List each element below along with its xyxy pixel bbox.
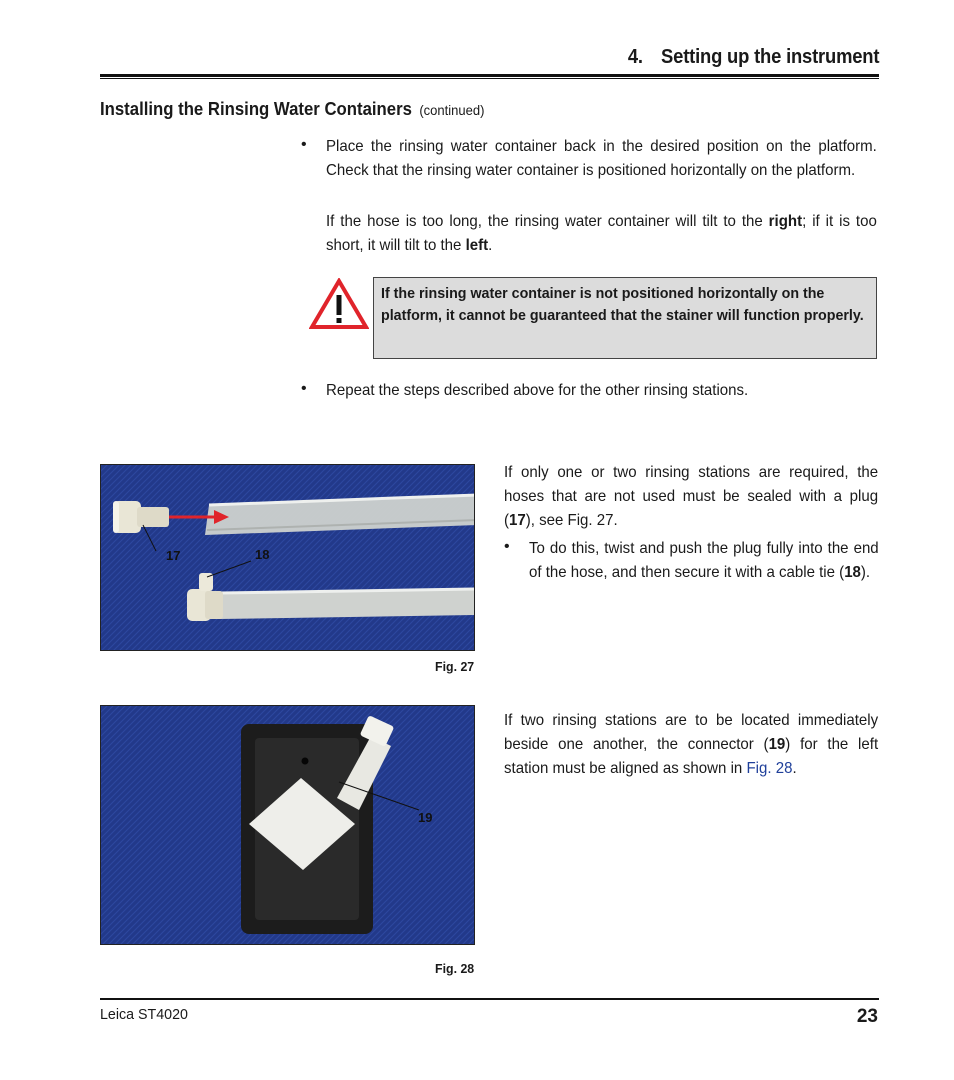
warning-text: If the rinsing water container is not positioned horizontally on the platform, it cannot be guaranteed that the stainer will function properly. bbox=[381, 285, 864, 324]
callout-19: 19 bbox=[418, 810, 433, 825]
fig28-text-part1: If two rinsing stations are to be located immediately beside one another, the connector ( bbox=[504, 712, 879, 753]
fig27-ref-17: 17 bbox=[509, 512, 526, 529]
tilt-note-end: . bbox=[488, 237, 493, 254]
tilt-note-right: right bbox=[768, 213, 803, 230]
fig28-text-part2: ) for the left station must be aligned as shown in bbox=[504, 736, 879, 777]
step-1-text: Place the rinsing water container back in the desired position on the platform. Check that the rinsing water container is positioned horizontally on the platform. bbox=[326, 138, 877, 179]
callout-18: 18 bbox=[255, 547, 270, 562]
callout-17: 17 bbox=[166, 548, 181, 563]
figure-27-step bbox=[529, 537, 879, 585]
figure-28-text bbox=[504, 709, 878, 781]
fig28-ref-19: 19 bbox=[768, 736, 786, 753]
chapter-title: 4. Setting up the instrument bbox=[627, 46, 879, 68]
figure-27-text bbox=[504, 461, 878, 533]
bullet-marker: • bbox=[301, 380, 307, 397]
bullet-marker: • bbox=[504, 538, 510, 555]
section-title bbox=[100, 99, 484, 120]
tilt-note bbox=[326, 210, 877, 258]
fig27-step-part1: To do this, twist and push the plug fully into the end of the hose, and then secure it with a cable tie ( bbox=[529, 540, 879, 581]
fig28-text-end: . bbox=[792, 760, 797, 777]
tilt-note-part1: If the hose is too long, the rinsing water container will tilt to the bbox=[326, 213, 769, 230]
fig27-step-part2: ). bbox=[860, 564, 871, 581]
figure-27-caption: Fig. 27 bbox=[434, 659, 474, 674]
page-number: 23 bbox=[856, 1006, 878, 1027]
hose-plug-illustration bbox=[101, 465, 475, 651]
section-title-text: Installing the Rinsing Water Containers bbox=[100, 99, 412, 119]
fig27-text-part1: If only one or two rinsing stations are required, the hoses that are not used must be sealed with a plug ( bbox=[504, 464, 879, 529]
step-2-text: Repeat the steps described above for the other rinsing stations. bbox=[326, 382, 749, 399]
figure-27-photo bbox=[100, 464, 475, 651]
header-rule-thin bbox=[100, 78, 879, 79]
header-rule bbox=[100, 74, 879, 77]
footer-product: Leica ST4020 bbox=[100, 1006, 188, 1023]
fig27-ref-18: 18 bbox=[844, 564, 861, 581]
bullet-marker: • bbox=[301, 136, 307, 153]
figure-28-caption: Fig. 28 bbox=[434, 961, 474, 976]
warning-triangle-icon bbox=[309, 278, 369, 330]
tilt-note-left: left bbox=[465, 237, 489, 254]
footer-rule bbox=[100, 998, 879, 1000]
connector-illustration bbox=[101, 706, 475, 945]
fig-28-link[interactable]: Fig. 28 bbox=[746, 760, 793, 777]
figure-28-photo bbox=[100, 705, 475, 945]
fig27-text-part2: ), see Fig. 27. bbox=[525, 512, 618, 529]
tilt-note-part2: ; if it is too short, it will tilt to the bbox=[326, 213, 877, 254]
continued-label: (continued) bbox=[419, 102, 485, 118]
